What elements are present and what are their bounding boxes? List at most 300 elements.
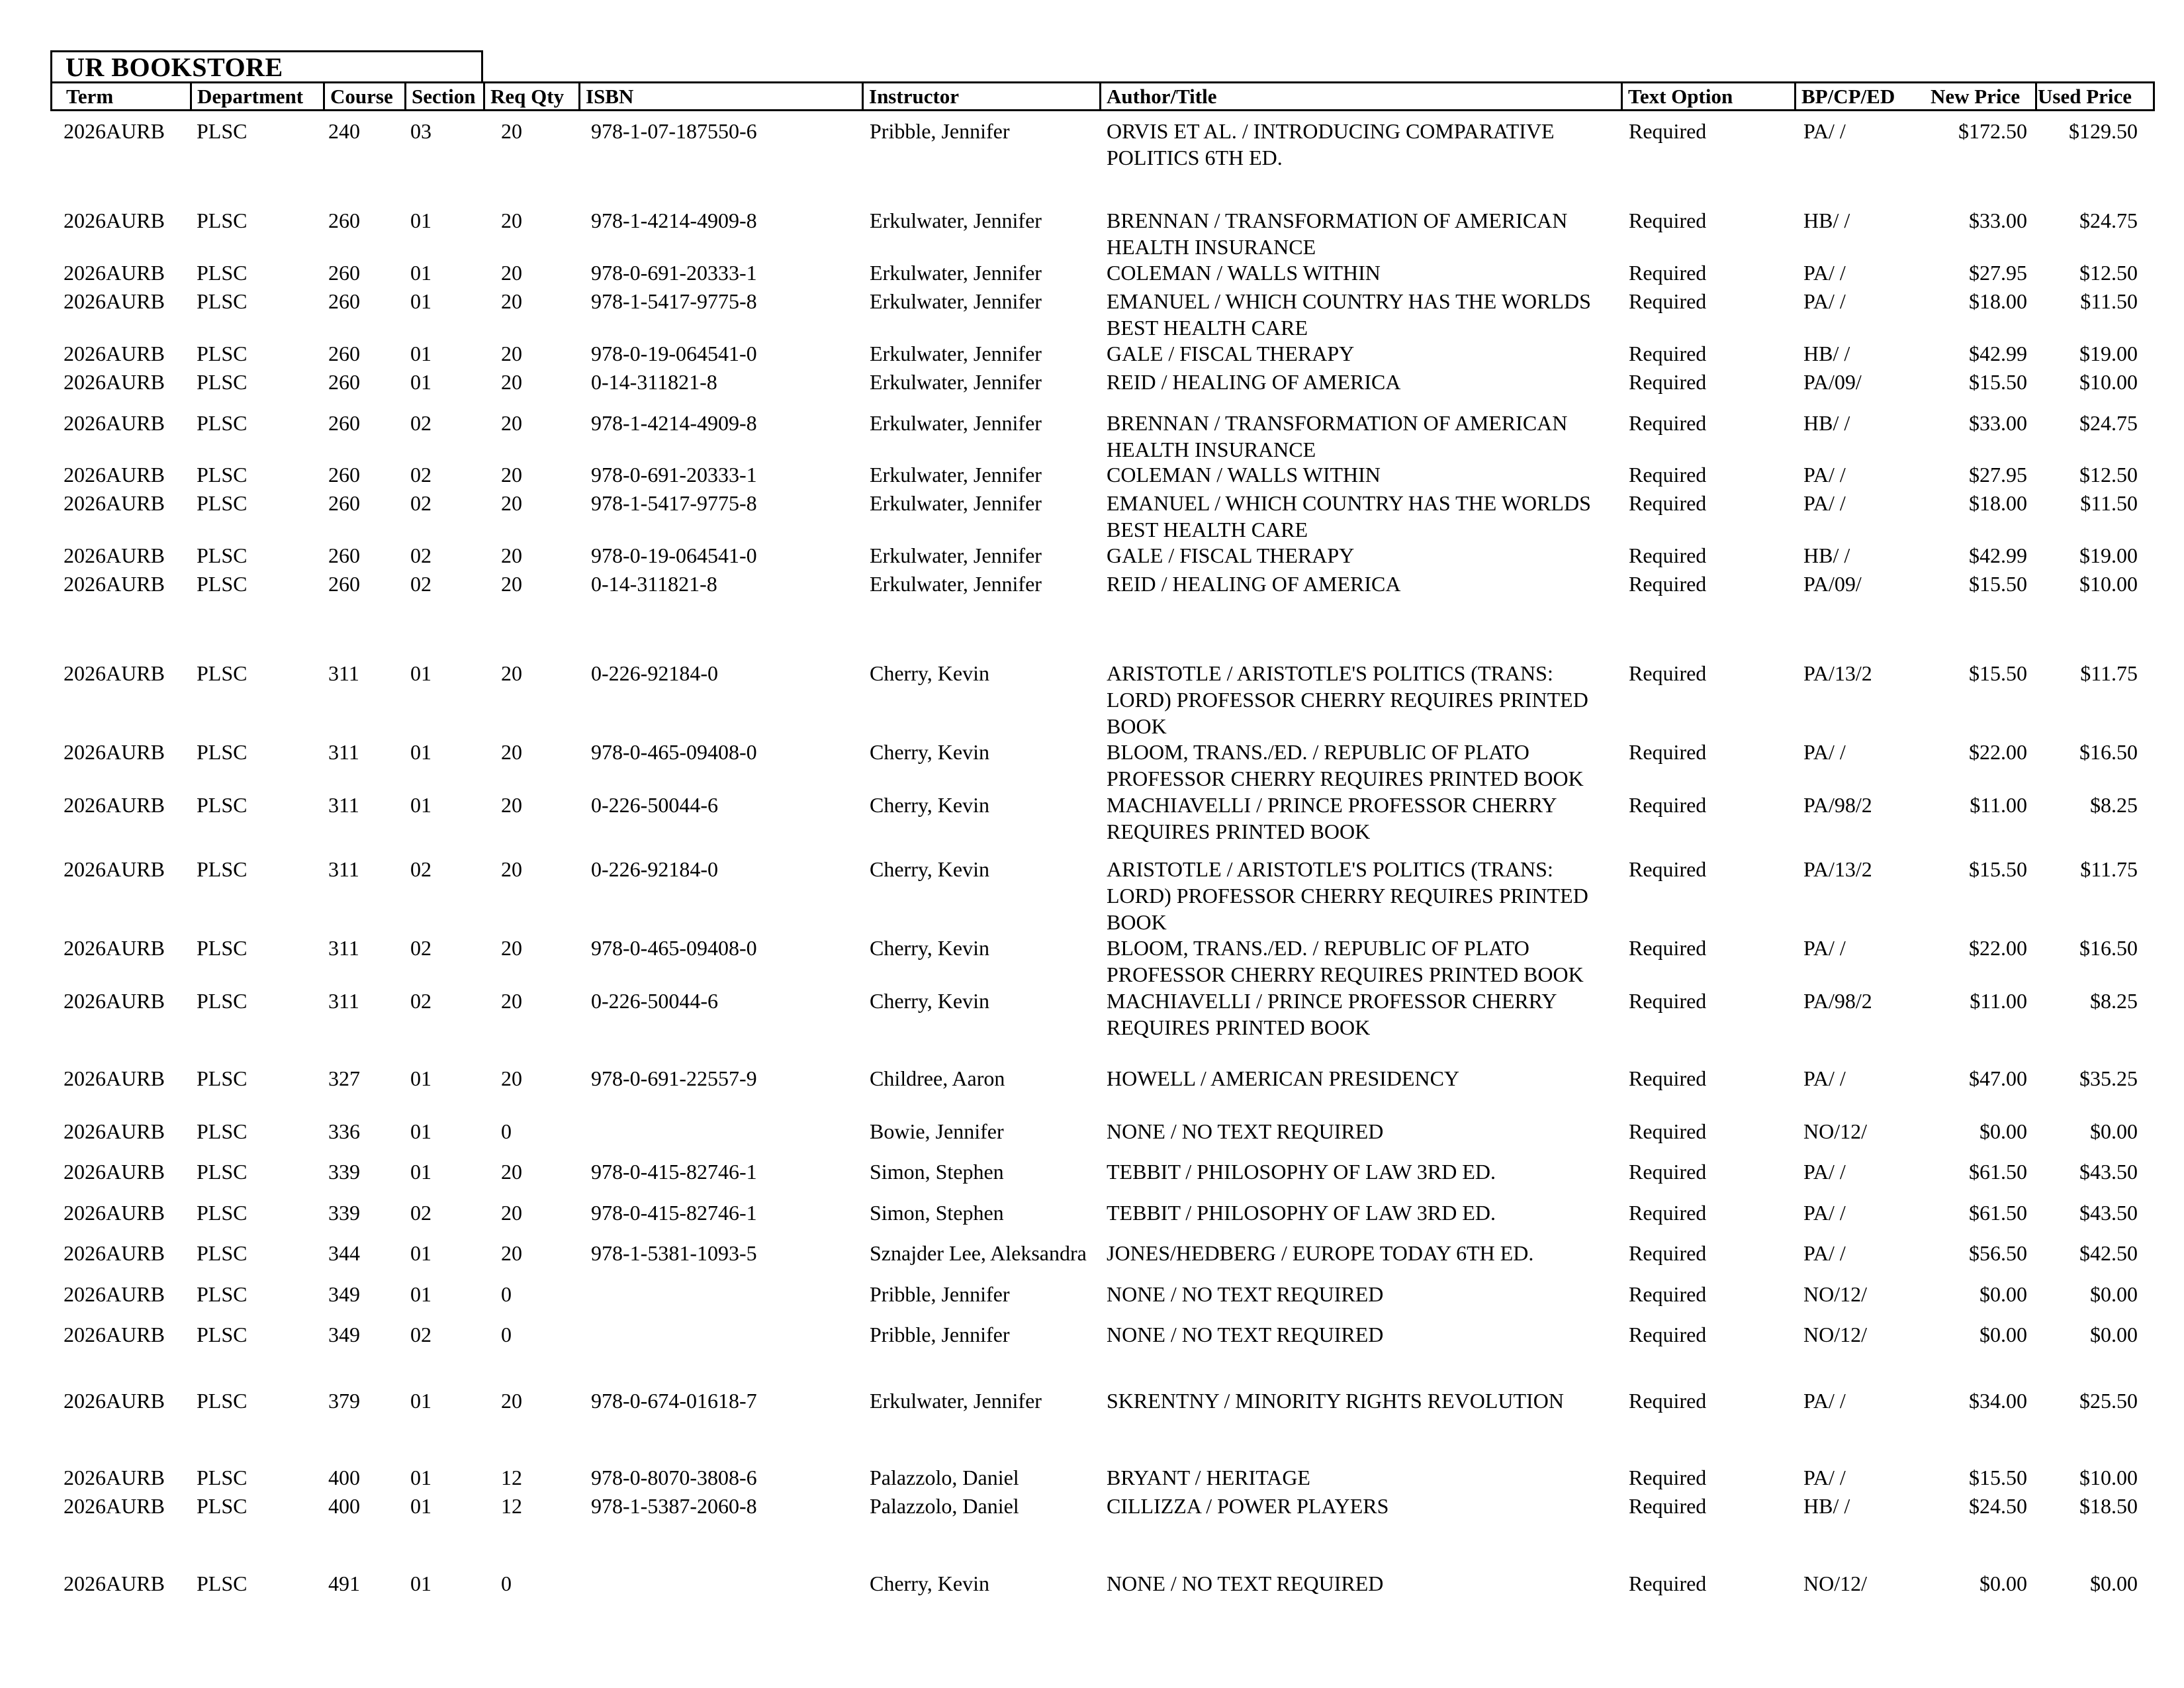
cell-used-price: $12.50 (2079, 463, 2138, 487)
cell-term: 2026AURB (64, 1119, 165, 1143)
cell-bp-cp-ed: PA/ / (1803, 936, 1846, 960)
cell-term: 2026AURB (64, 342, 165, 365)
cell-used-price: $11.75 (2080, 857, 2138, 881)
cell-term: 2026AURB (64, 1494, 165, 1518)
cell-course: 260 (328, 463, 360, 487)
cell-instructor: Erkulwater, Jennifer (870, 370, 1042, 394)
cell-course: 400 (328, 1466, 360, 1489)
cell-req-qty: 20 (501, 1241, 522, 1265)
cell-req-qty: 20 (501, 989, 522, 1013)
cell-instructor: Erkulwater, Jennifer (870, 261, 1042, 285)
cell-isbn: 0-226-92184-0 (591, 661, 718, 685)
cell-bp-cp-ed: NO/12/ (1803, 1282, 1867, 1306)
cell-text-option: Required (1629, 989, 1707, 1013)
cell-section: 01 (410, 1494, 432, 1518)
cell-isbn: 978-1-4214-4909-8 (591, 411, 757, 435)
cell-isbn: 978-0-465-09408-0 (591, 740, 757, 764)
cell-term: 2026AURB (64, 1241, 165, 1265)
cell-department: PLSC (197, 661, 248, 685)
cell-isbn: 978-1-5417-9775-8 (591, 491, 757, 515)
cell-isbn: 978-0-674-01618-7 (591, 1389, 757, 1413)
cell-department: PLSC (197, 209, 248, 232)
cell-new-price: $172.50 (1958, 119, 2027, 143)
cell-req-qty: 20 (501, 1201, 522, 1225)
column-divider (1099, 83, 1101, 109)
cell-course: 260 (328, 543, 360, 567)
cell-req-qty: 20 (501, 1389, 522, 1413)
header-instructor: Instructor (869, 85, 960, 108)
cell-used-price: $0.00 (2090, 1282, 2138, 1306)
cell-instructor: Cherry, Kevin (870, 857, 989, 881)
cell-text-option: Required (1629, 661, 1707, 685)
cell-term: 2026AURB (64, 572, 165, 596)
cell-used-price: $8.25 (2090, 793, 2138, 817)
cell-bp-cp-ed: PA/09/ (1803, 370, 1862, 394)
cell-section: 01 (410, 1389, 432, 1413)
cell-course: 311 (328, 936, 359, 960)
column-divider (404, 83, 406, 109)
cell-author-title: REID / HEALING OF AMERICA (1107, 370, 1401, 394)
cell-new-price: $11.00 (1970, 793, 2027, 817)
cell-instructor: Palazzolo, Daniel (870, 1494, 1019, 1518)
cell-author-title: BLOOM, TRANS./ED. / REPUBLIC OF PLATO PROFESSOR CHERRY REQUIRES PRINTED BOOK (1107, 740, 1584, 790)
cell-req-qty: 20 (501, 119, 522, 143)
cell-term: 2026AURB (64, 209, 165, 232)
store-title: UR BOOKSTORE (66, 52, 283, 82)
cell-isbn: 978-0-691-20333-1 (591, 463, 757, 487)
cell-text-option: Required (1629, 857, 1707, 881)
header-bp-cp-ed: BP/CP/ED (1801, 85, 1895, 108)
cell-text-option: Required (1629, 793, 1707, 817)
cell-course: 336 (328, 1119, 360, 1143)
cell-section: 01 (410, 1119, 432, 1143)
cell-isbn: 978-1-4214-4909-8 (591, 209, 757, 232)
cell-bp-cp-ed: PA/ / (1803, 1066, 1846, 1090)
cell-author-title: EMANUEL / WHICH COUNTRY HAS THE WORLDS BEST HEALTH CARE (1107, 289, 1591, 340)
cell-author-title: REID / HEALING OF AMERICA (1107, 572, 1401, 596)
header-used-price: Used Price (2038, 85, 2132, 108)
cell-bp-cp-ed: HB/ / (1803, 543, 1850, 567)
cell-course: 311 (328, 740, 359, 764)
cell-text-option: Required (1629, 411, 1707, 435)
cell-course: 400 (328, 1494, 360, 1518)
cell-text-option: Required (1629, 463, 1707, 487)
cell-isbn: 978-1-5387-2060-8 (591, 1494, 757, 1518)
cell-req-qty: 20 (501, 411, 522, 435)
cell-bp-cp-ed: HB/ / (1803, 209, 1850, 232)
cell-term: 2026AURB (64, 261, 165, 285)
cell-section: 01 (410, 793, 432, 817)
cell-department: PLSC (197, 411, 248, 435)
cell-new-price: $22.00 (1969, 740, 2027, 764)
cell-bp-cp-ed: PA/ / (1803, 491, 1846, 515)
header-text-option: Text Option (1628, 85, 1733, 108)
cell-used-price: $24.75 (2079, 209, 2138, 232)
cell-term: 2026AURB (64, 491, 165, 515)
cell-req-qty: 20 (501, 572, 522, 596)
cell-instructor: Palazzolo, Daniel (870, 1466, 1019, 1489)
cell-used-price: $0.00 (2090, 1119, 2138, 1143)
cell-course: 311 (328, 793, 359, 817)
cell-used-price: $0.00 (2090, 1571, 2138, 1595)
cell-term: 2026AURB (64, 1323, 165, 1346)
cell-used-price: $16.50 (2079, 740, 2138, 764)
cell-new-price: $15.50 (1969, 857, 2027, 881)
cell-isbn: 978-0-691-22557-9 (591, 1066, 757, 1090)
cell-author-title: GALE / FISCAL THERAPY (1107, 543, 1355, 567)
cell-text-option: Required (1629, 289, 1707, 313)
cell-bp-cp-ed: PA/ / (1803, 463, 1846, 487)
column-divider (190, 83, 192, 109)
cell-used-price: $0.00 (2090, 1323, 2138, 1346)
cell-course: 379 (328, 1389, 360, 1413)
cell-instructor: Erkulwater, Jennifer (870, 342, 1042, 365)
cell-section: 02 (410, 989, 432, 1013)
cell-department: PLSC (197, 1466, 248, 1489)
column-divider (1621, 83, 1623, 109)
cell-bp-cp-ed: PA/ / (1803, 1160, 1846, 1184)
cell-text-option: Required (1629, 1241, 1707, 1265)
cell-course: 240 (328, 119, 360, 143)
header-req-qty: Req Qty (490, 85, 565, 108)
cell-department: PLSC (197, 289, 248, 313)
cell-bp-cp-ed: PA/ / (1803, 289, 1846, 313)
cell-section: 01 (410, 370, 432, 394)
cell-text-option: Required (1629, 1323, 1707, 1346)
cell-author-title: ARISTOTLE / ARISTOTLE'S POLITICS (TRANS: LORD) PROFESSOR CHERRY REQUIRES PRINTED BOOK (1107, 661, 1588, 738)
cell-text-option: Required (1629, 370, 1707, 394)
cell-course: 260 (328, 289, 360, 313)
cell-new-price: $0.00 (1979, 1119, 2027, 1143)
cell-instructor: Erkulwater, Jennifer (870, 209, 1042, 232)
cell-req-qty: 12 (501, 1466, 522, 1489)
cell-new-price: $27.95 (1969, 261, 2027, 285)
cell-course: 339 (328, 1201, 360, 1225)
header-new-price: New Price (1931, 85, 2021, 108)
cell-department: PLSC (197, 1389, 248, 1413)
cell-department: PLSC (197, 119, 248, 143)
cell-req-qty: 20 (501, 1160, 522, 1184)
cell-text-option: Required (1629, 1119, 1707, 1143)
cell-used-price: $11.50 (2080, 289, 2138, 313)
cell-term: 2026AURB (64, 370, 165, 394)
cell-req-qty: 0 (501, 1119, 512, 1143)
cell-isbn: 978-0-465-09408-0 (591, 936, 757, 960)
cell-course: 311 (328, 661, 359, 685)
cell-author-title: NONE / NO TEXT REQUIRED (1107, 1119, 1384, 1143)
cell-department: PLSC (197, 936, 248, 960)
cell-course: 311 (328, 989, 359, 1013)
cell-term: 2026AURB (64, 793, 165, 817)
cell-instructor: Simon, Stephen (870, 1160, 1004, 1184)
cell-used-price: $35.25 (2079, 1066, 2138, 1090)
column-divider (483, 83, 485, 109)
cell-new-price: $15.50 (1969, 572, 2027, 596)
cell-section: 01 (410, 1066, 432, 1090)
cell-req-qty: 20 (501, 543, 522, 567)
cell-course: 349 (328, 1282, 360, 1306)
cell-text-option: Required (1629, 1201, 1707, 1225)
cell-section: 02 (410, 1323, 432, 1346)
cell-text-option: Required (1629, 1571, 1707, 1595)
cell-isbn: 0-226-50044-6 (591, 793, 718, 817)
cell-instructor: Childree, Aaron (870, 1066, 1005, 1090)
cell-instructor: Erkulwater, Jennifer (870, 289, 1042, 313)
cell-term: 2026AURB (64, 989, 165, 1013)
cell-instructor: Cherry, Kevin (870, 793, 989, 817)
cell-author-title: TEBBIT / PHILOSOPHY OF LAW 3RD ED. (1107, 1160, 1496, 1184)
cell-bp-cp-ed: PA/ / (1803, 1389, 1846, 1413)
cell-req-qty: 20 (501, 857, 522, 881)
cell-section: 01 (410, 1160, 432, 1184)
cell-text-option: Required (1629, 261, 1707, 285)
cell-department: PLSC (197, 857, 248, 881)
cell-term: 2026AURB (64, 661, 165, 685)
cell-author-title: MACHIAVELLI / PRINCE PROFESSOR CHERRY REQUIRES PRINTED BOOK (1107, 989, 1557, 1039)
cell-instructor: Erkulwater, Jennifer (870, 463, 1042, 487)
cell-used-price: $129.50 (2069, 119, 2138, 143)
cell-isbn: 978-0-691-20333-1 (591, 261, 757, 285)
cell-req-qty: 0 (501, 1323, 512, 1346)
cell-department: PLSC (197, 261, 248, 285)
cell-term: 2026AURB (64, 463, 165, 487)
cell-department: PLSC (197, 1066, 248, 1090)
cell-req-qty: 20 (501, 740, 522, 764)
cell-course: 260 (328, 411, 360, 435)
cell-bp-cp-ed: NO/12/ (1803, 1119, 1867, 1143)
cell-course: 260 (328, 370, 360, 394)
cell-bp-cp-ed: PA/98/2 (1803, 989, 1872, 1013)
cell-new-price: $47.00 (1969, 1066, 2027, 1090)
cell-used-price: $25.50 (2079, 1389, 2138, 1413)
cell-section: 01 (410, 740, 432, 764)
cell-instructor: Sznajder Lee, Aleksandra (870, 1241, 1087, 1265)
cell-term: 2026AURB (64, 1066, 165, 1090)
cell-instructor: Pribble, Jennifer (870, 119, 1010, 143)
cell-course: 260 (328, 491, 360, 515)
cell-instructor: Cherry, Kevin (870, 740, 989, 764)
cell-new-price: $33.00 (1969, 209, 2027, 232)
cell-author-title: ARISTOTLE / ARISTOTLE'S POLITICS (TRANS: LORD) PROFESSOR CHERRY REQUIRES PRINTED BOOK (1107, 857, 1588, 934)
cell-new-price: $34.00 (1969, 1389, 2027, 1413)
cell-new-price: $27.95 (1969, 463, 2027, 487)
cell-isbn: 978-0-19-064541-0 (591, 543, 757, 567)
cell-bp-cp-ed: PA/13/2 (1803, 857, 1872, 881)
cell-author-title: COLEMAN / WALLS WITHIN (1107, 463, 1381, 487)
cell-text-option: Required (1629, 1066, 1707, 1090)
cell-req-qty: 20 (501, 793, 522, 817)
cell-text-option: Required (1629, 1160, 1707, 1184)
cell-new-price: $56.50 (1969, 1241, 2027, 1265)
cell-instructor: Cherry, Kevin (870, 1571, 989, 1595)
cell-section: 01 (410, 289, 432, 313)
column-divider (2035, 83, 2037, 109)
column-divider (1794, 83, 1796, 109)
cell-isbn: 978-1-07-187550-6 (591, 119, 757, 143)
cell-new-price: $0.00 (1979, 1282, 2027, 1306)
cell-new-price: $0.00 (1979, 1571, 2027, 1595)
cell-term: 2026AURB (64, 289, 165, 313)
cell-department: PLSC (197, 1571, 248, 1595)
cell-text-option: Required (1629, 1389, 1707, 1413)
cell-instructor: Cherry, Kevin (870, 661, 989, 685)
cell-text-option: Required (1629, 342, 1707, 365)
cell-req-qty: 0 (501, 1571, 512, 1595)
cell-req-qty: 20 (501, 936, 522, 960)
cell-term: 2026AURB (64, 119, 165, 143)
cell-used-price: $43.50 (2079, 1160, 2138, 1184)
cell-section: 02 (410, 857, 432, 881)
cell-section: 01 (410, 261, 432, 285)
cell-new-price: $42.99 (1969, 342, 2027, 365)
cell-term: 2026AURB (64, 411, 165, 435)
cell-course: 339 (328, 1160, 360, 1184)
cell-course: 260 (328, 209, 360, 232)
cell-req-qty: 20 (501, 491, 522, 515)
cell-author-title: NONE / NO TEXT REQUIRED (1107, 1571, 1384, 1595)
cell-used-price: $42.50 (2079, 1241, 2138, 1265)
cell-section: 02 (410, 491, 432, 515)
cell-bp-cp-ed: PA/ / (1803, 1241, 1846, 1265)
cell-req-qty: 20 (501, 261, 522, 285)
cell-author-title: BLOOM, TRANS./ED. / REPUBLIC OF PLATO PROFESSOR CHERRY REQUIRES PRINTED BOOK (1107, 936, 1584, 986)
cell-department: PLSC (197, 1160, 248, 1184)
cell-department: PLSC (197, 793, 248, 817)
cell-course: 327 (328, 1066, 360, 1090)
cell-used-price: $19.00 (2079, 543, 2138, 567)
cell-course: 349 (328, 1323, 360, 1346)
cell-department: PLSC (197, 543, 248, 567)
cell-course: 260 (328, 572, 360, 596)
cell-isbn: 0-226-92184-0 (591, 857, 718, 881)
cell-author-title: ORVIS ET AL. / INTRODUCING COMPARATIVE POLITICS 6TH ED. (1107, 119, 1555, 169)
header-course: Course (330, 85, 393, 108)
cell-bp-cp-ed: NO/12/ (1803, 1323, 1867, 1346)
cell-bp-cp-ed: PA/13/2 (1803, 661, 1872, 685)
cell-department: PLSC (197, 1201, 248, 1225)
cell-term: 2026AURB (64, 1389, 165, 1413)
cell-term: 2026AURB (64, 936, 165, 960)
cell-department: PLSC (197, 1282, 248, 1306)
cell-text-option: Required (1629, 119, 1707, 143)
cell-bp-cp-ed: PA/ / (1803, 261, 1846, 285)
header-isbn: ISBN (586, 85, 634, 108)
cell-author-title: BRYANT / HERITAGE (1107, 1466, 1310, 1489)
header-department: Department (197, 85, 304, 108)
cell-used-price: $11.75 (2080, 661, 2138, 685)
cell-department: PLSC (197, 572, 248, 596)
cell-text-option: Required (1629, 543, 1707, 567)
cell-term: 2026AURB (64, 543, 165, 567)
cell-bp-cp-ed: PA/ / (1803, 1201, 1846, 1225)
cell-author-title: GALE / FISCAL THERAPY (1107, 342, 1355, 365)
cell-req-qty: 20 (501, 209, 522, 232)
cell-term: 2026AURB (64, 740, 165, 764)
header-term: Term (66, 85, 114, 108)
cell-bp-cp-ed: PA/ / (1803, 1466, 1846, 1489)
cell-author-title: EMANUEL / WHICH COUNTRY HAS THE WORLDS BEST HEALTH CARE (1107, 491, 1591, 541)
cell-bp-cp-ed: PA/ / (1803, 119, 1846, 143)
cell-new-price: $15.50 (1969, 661, 2027, 685)
cell-new-price: $18.00 (1969, 491, 2027, 515)
cell-new-price: $22.00 (1969, 936, 2027, 960)
cell-course: 311 (328, 857, 359, 881)
cell-bp-cp-ed: HB/ / (1803, 1494, 1850, 1518)
cell-term: 2026AURB (64, 1282, 165, 1306)
cell-req-qty: 12 (501, 1494, 522, 1518)
cell-text-option: Required (1629, 209, 1707, 232)
cell-new-price: $18.00 (1969, 289, 2027, 313)
cell-section: 01 (410, 1466, 432, 1489)
cell-author-title: NONE / NO TEXT REQUIRED (1107, 1323, 1384, 1346)
cell-bp-cp-ed: HB/ / (1803, 411, 1850, 435)
cell-author-title: CILLIZZA / POWER PLAYERS (1107, 1494, 1389, 1518)
cell-isbn: 978-0-415-82746-1 (591, 1201, 757, 1225)
cell-used-price: $18.50 (2079, 1494, 2138, 1518)
cell-section: 02 (410, 1201, 432, 1225)
cell-department: PLSC (197, 1323, 248, 1346)
cell-req-qty: 20 (501, 1066, 522, 1090)
cell-section: 01 (410, 661, 432, 685)
cell-department: PLSC (197, 463, 248, 487)
cell-instructor: Erkulwater, Jennifer (870, 491, 1042, 515)
cell-text-option: Required (1629, 491, 1707, 515)
cell-bp-cp-ed: PA/09/ (1803, 572, 1862, 596)
cell-instructor: Pribble, Jennifer (870, 1323, 1010, 1346)
cell-isbn: 978-0-415-82746-1 (591, 1160, 757, 1184)
header-section: Section (412, 85, 476, 108)
cell-bp-cp-ed: PA/98/2 (1803, 793, 1872, 817)
cell-section: 02 (410, 572, 432, 596)
store-title-box (50, 50, 483, 81)
cell-used-price: $11.50 (2080, 491, 2138, 515)
cell-used-price: $43.50 (2079, 1201, 2138, 1225)
cell-used-price: $12.50 (2079, 261, 2138, 285)
cell-new-price: $42.99 (1969, 543, 2027, 567)
cell-bp-cp-ed: PA/ / (1803, 740, 1846, 764)
cell-instructor: Simon, Stephen (870, 1201, 1004, 1225)
cell-department: PLSC (197, 370, 248, 394)
cell-text-option: Required (1629, 1282, 1707, 1306)
cell-text-option: Required (1629, 936, 1707, 960)
cell-course: 260 (328, 261, 360, 285)
cell-text-option: Required (1629, 572, 1707, 596)
cell-term: 2026AURB (64, 1160, 165, 1184)
table-header (50, 81, 2155, 111)
cell-author-title: MACHIAVELLI / PRINCE PROFESSOR CHERRY REQUIRES PRINTED BOOK (1107, 793, 1557, 843)
cell-author-title: TEBBIT / PHILOSOPHY OF LAW 3RD ED. (1107, 1201, 1496, 1225)
cell-section: 01 (410, 209, 432, 232)
cell-isbn: 0-14-311821-8 (591, 370, 717, 394)
cell-new-price: $33.00 (1969, 411, 2027, 435)
cell-author-title: JONES/HEDBERG / EUROPE TODAY 6TH ED. (1107, 1241, 1534, 1265)
cell-used-price: $19.00 (2079, 342, 2138, 365)
cell-req-qty: 20 (501, 289, 522, 313)
column-divider (323, 83, 325, 109)
cell-req-qty: 20 (501, 342, 522, 365)
cell-instructor: Cherry, Kevin (870, 936, 989, 960)
cell-department: PLSC (197, 989, 248, 1013)
cell-section: 01 (410, 1571, 432, 1595)
cell-new-price: $61.50 (1969, 1201, 2027, 1225)
cell-isbn: 978-1-5381-1093-5 (591, 1241, 757, 1265)
cell-instructor: Pribble, Jennifer (870, 1282, 1010, 1306)
cell-section: 01 (410, 342, 432, 365)
cell-used-price: $10.00 (2079, 370, 2138, 394)
cell-text-option: Required (1629, 1494, 1707, 1518)
cell-term: 2026AURB (64, 857, 165, 881)
cell-department: PLSC (197, 1241, 248, 1265)
